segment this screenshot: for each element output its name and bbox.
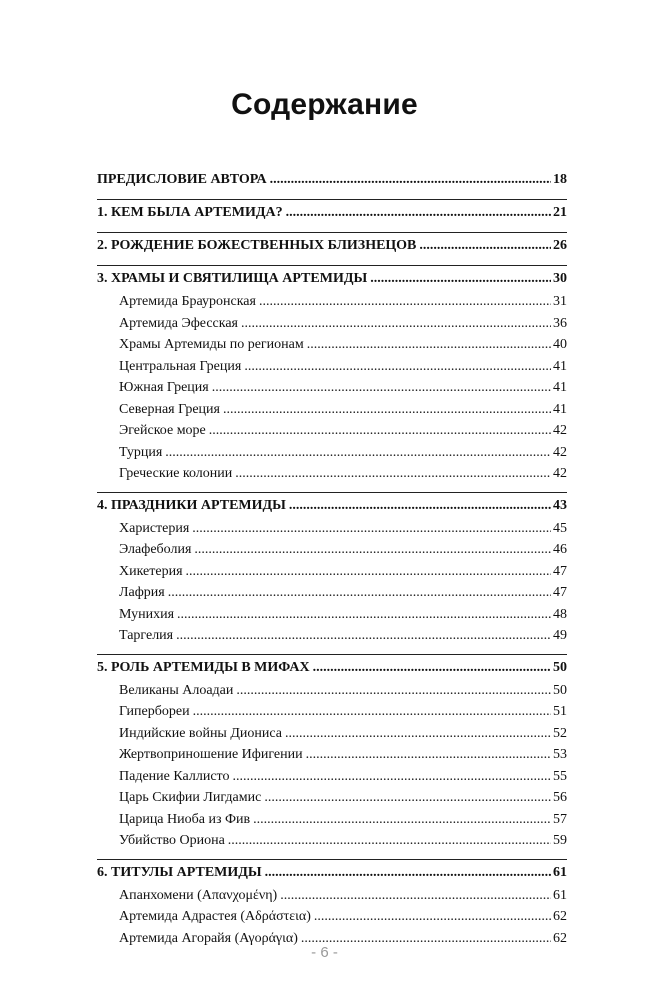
toc-subentry[interactable]: [97, 316, 567, 338]
dot-leader: [285, 726, 551, 742]
page-number: - 6 -: [311, 944, 338, 961]
dot-leader: [280, 888, 551, 904]
toc-chapter-heading[interactable]: [97, 271, 567, 294]
toc-entry-page: 53: [553, 747, 567, 762]
dot-leader: [313, 660, 551, 676]
toc-entry-label: 2. РОЖДЕНИЕ БОЖЕСТВЕННЫХ БЛИЗНЕЦОВ: [97, 238, 417, 253]
toc-subentry[interactable]: [97, 833, 567, 855]
toc-entry-label: Харистерия: [119, 520, 190, 536]
toc-entry-label: Царица Ниоба из Фив: [119, 811, 251, 827]
dot-leader: [244, 359, 551, 375]
toc-chapter-heading[interactable]: [97, 172, 567, 195]
toc-entry-page: 42: [553, 444, 567, 460]
toc-subentry[interactable]: [97, 445, 567, 467]
dot-leader: [228, 833, 551, 849]
toc-entry-label: 1. КЕМ БЫЛА АРТЕМИДА?: [97, 205, 283, 220]
toc-entry-label: Индийские войны Диониса: [119, 725, 282, 741]
toc-entry-label: Хикетерия: [119, 563, 183, 579]
toc-entry-page: 31: [553, 294, 567, 309]
toc-entry-label: Греческие колонии: [119, 466, 233, 481]
toc-entry-label: Южная Греция: [119, 380, 209, 395]
toc-subentry[interactable]: [97, 790, 567, 812]
dot-leader: [306, 747, 551, 763]
toc-entry-page: 41: [553, 358, 567, 374]
toc-entry-page: 52: [553, 725, 567, 741]
toc-chapter-heading[interactable]: [97, 660, 567, 683]
toc-subentry[interactable]: [97, 466, 567, 488]
toc-entry-label: Артемида Адрастея (Αδράστεια): [119, 909, 311, 924]
dot-leader: [165, 445, 551, 461]
toc-subentry[interactable]: [97, 726, 567, 748]
dot-leader: [289, 498, 551, 514]
toc-entry-page: 47: [553, 585, 567, 600]
dot-leader: [259, 294, 551, 310]
dot-leader: [253, 812, 551, 828]
page-title: Содержание: [231, 88, 418, 121]
toc-subentry[interactable]: [97, 585, 567, 607]
toc-entry-label: Падение Каллисто: [119, 768, 230, 784]
toc-subentry[interactable]: [97, 909, 567, 931]
toc-entry-label: Гипербореи: [119, 704, 190, 719]
toc-entry-page: 18: [553, 172, 567, 187]
toc-subentry[interactable]: [97, 769, 567, 791]
toc-entry-page: 56: [553, 790, 567, 805]
toc-entry-label: Артемида Брауронская: [119, 294, 256, 309]
dot-leader: [176, 628, 551, 644]
toc-subentry[interactable]: [97, 337, 567, 359]
toc-entry-page: 59: [553, 833, 567, 848]
toc-entry-label: Великаны Алоадаи: [119, 682, 234, 698]
toc-entry-page: 57: [553, 811, 567, 827]
toc-entry-page: 47: [553, 563, 567, 579]
toc-subentry[interactable]: [97, 359, 567, 381]
dot-leader: [209, 423, 551, 439]
dot-leader: [241, 316, 551, 332]
toc-entry-page: 21: [553, 205, 567, 220]
toc-entry-page: 48: [553, 606, 567, 622]
toc-entry-page: 43: [553, 497, 567, 513]
dot-leader: [419, 238, 551, 254]
toc-subentry[interactable]: [97, 521, 567, 543]
toc-section: [97, 205, 567, 233]
toc-subentry[interactable]: [97, 812, 567, 834]
toc-entry-label: Центральная Греция: [119, 358, 242, 374]
toc-entry-label: Лафрия: [119, 585, 165, 600]
toc-subentry[interactable]: [97, 607, 567, 629]
toc-subentry[interactable]: [97, 564, 567, 586]
toc-entry-page: 42: [553, 466, 567, 481]
toc-subentry[interactable]: [97, 747, 567, 769]
toc-chapter-heading[interactable]: [97, 238, 567, 261]
toc-subentry[interactable]: [97, 380, 567, 402]
table-of-contents: [97, 172, 567, 961]
dot-leader: [270, 172, 551, 188]
toc-entry-page: 49: [553, 628, 567, 643]
dot-leader: [235, 466, 551, 482]
toc-subentry[interactable]: [97, 683, 567, 705]
toc-entry-label: Храмы Артемиды по регионам: [119, 337, 304, 352]
dot-leader: [168, 585, 551, 601]
dot-leader: [186, 564, 551, 580]
toc-entry-label: Царь Скифии Лигдамис: [119, 790, 262, 805]
toc-section: [97, 498, 567, 655]
toc-entry-page: 50: [553, 659, 567, 675]
dot-leader: [286, 205, 551, 221]
toc-chapter-heading[interactable]: [97, 865, 567, 888]
toc-section: [97, 865, 567, 957]
toc-entry-page: 26: [553, 238, 567, 253]
dot-leader: [232, 769, 551, 785]
toc-entry-label: 5. РОЛЬ АРТЕМИДЫ В МИФАХ: [97, 659, 310, 675]
dot-leader: [192, 521, 551, 537]
toc-subentry[interactable]: [97, 402, 567, 424]
toc-entry-label: Жертвоприношение Ифигении: [119, 747, 303, 762]
dot-leader: [307, 337, 551, 353]
toc-entry-label: Таргелия: [119, 628, 174, 643]
toc-entry-page: 30: [553, 271, 567, 286]
toc-subentry[interactable]: [97, 704, 567, 726]
toc-subentry[interactable]: [97, 423, 567, 445]
toc-entry-page: 42: [553, 423, 567, 438]
toc-entry-page: 41: [553, 380, 567, 395]
toc-entry-page: 62: [553, 909, 567, 924]
toc-chapter-heading[interactable]: [97, 498, 567, 521]
dot-leader: [193, 704, 551, 720]
toc-entry-page: 55: [553, 768, 567, 784]
toc-entry-label: 4. ПРАЗДНИКИ АРТЕМИДЫ: [97, 497, 286, 513]
toc-entry-page: 61: [553, 864, 567, 880]
toc-entry-page: 36: [553, 315, 567, 331]
toc-entry-label: Турция: [119, 444, 163, 460]
dot-leader: [370, 271, 551, 287]
toc-entry-label: Артемида Агорайя (Αγοράγια): [119, 930, 298, 946]
toc-entry-label: Элафеболия: [119, 542, 192, 557]
dot-leader: [177, 607, 551, 623]
toc-entry-label: Северная Греция: [119, 401, 220, 417]
dot-leader: [223, 402, 551, 418]
toc-entry-label: Апанхомени (Απανχομένη): [119, 887, 278, 903]
toc-entry-page: 61: [553, 887, 567, 903]
toc-entry-page: 40: [553, 337, 567, 352]
toc-subentry[interactable]: [97, 628, 567, 650]
toc-entry-label: Убийство Ориона: [119, 833, 225, 848]
toc-entry-page: 46: [553, 542, 567, 557]
toc-section: [97, 172, 567, 200]
dot-leader: [194, 542, 551, 558]
toc-subentry[interactable]: [97, 888, 567, 910]
toc-entry-label: 6. ТИТУЛЫ АРТЕМИДЫ: [97, 864, 262, 880]
dot-leader: [236, 683, 551, 699]
toc-entry-label: Эгейское море: [119, 423, 206, 438]
toc-entry-page: 51: [553, 704, 567, 719]
toc-chapter-heading[interactable]: [97, 205, 567, 228]
dot-leader: [265, 865, 551, 881]
dot-leader: [212, 380, 551, 396]
toc-subentry[interactable]: [97, 542, 567, 564]
toc-section: [97, 271, 567, 493]
toc-section: [97, 660, 567, 860]
dot-leader: [314, 909, 551, 925]
toc-subentry[interactable]: [97, 294, 567, 316]
toc-entry-label: Артемида Эфесская: [119, 315, 238, 331]
dot-leader: [264, 790, 551, 806]
toc-entry-label: 3. ХРАМЫ И СВЯТИЛИЩА АРТЕМИДЫ: [97, 271, 368, 286]
toc-entry-page: 45: [553, 520, 567, 536]
toc-entry-page: 62: [553, 930, 567, 946]
toc-entry-page: 41: [553, 401, 567, 417]
toc-entry-label: Мунихия: [119, 606, 175, 622]
toc-entry-page: 50: [553, 682, 567, 698]
toc-entry-label: ПРЕДИСЛОВИЕ АВТОРА: [97, 172, 267, 187]
toc-section: [97, 238, 567, 266]
